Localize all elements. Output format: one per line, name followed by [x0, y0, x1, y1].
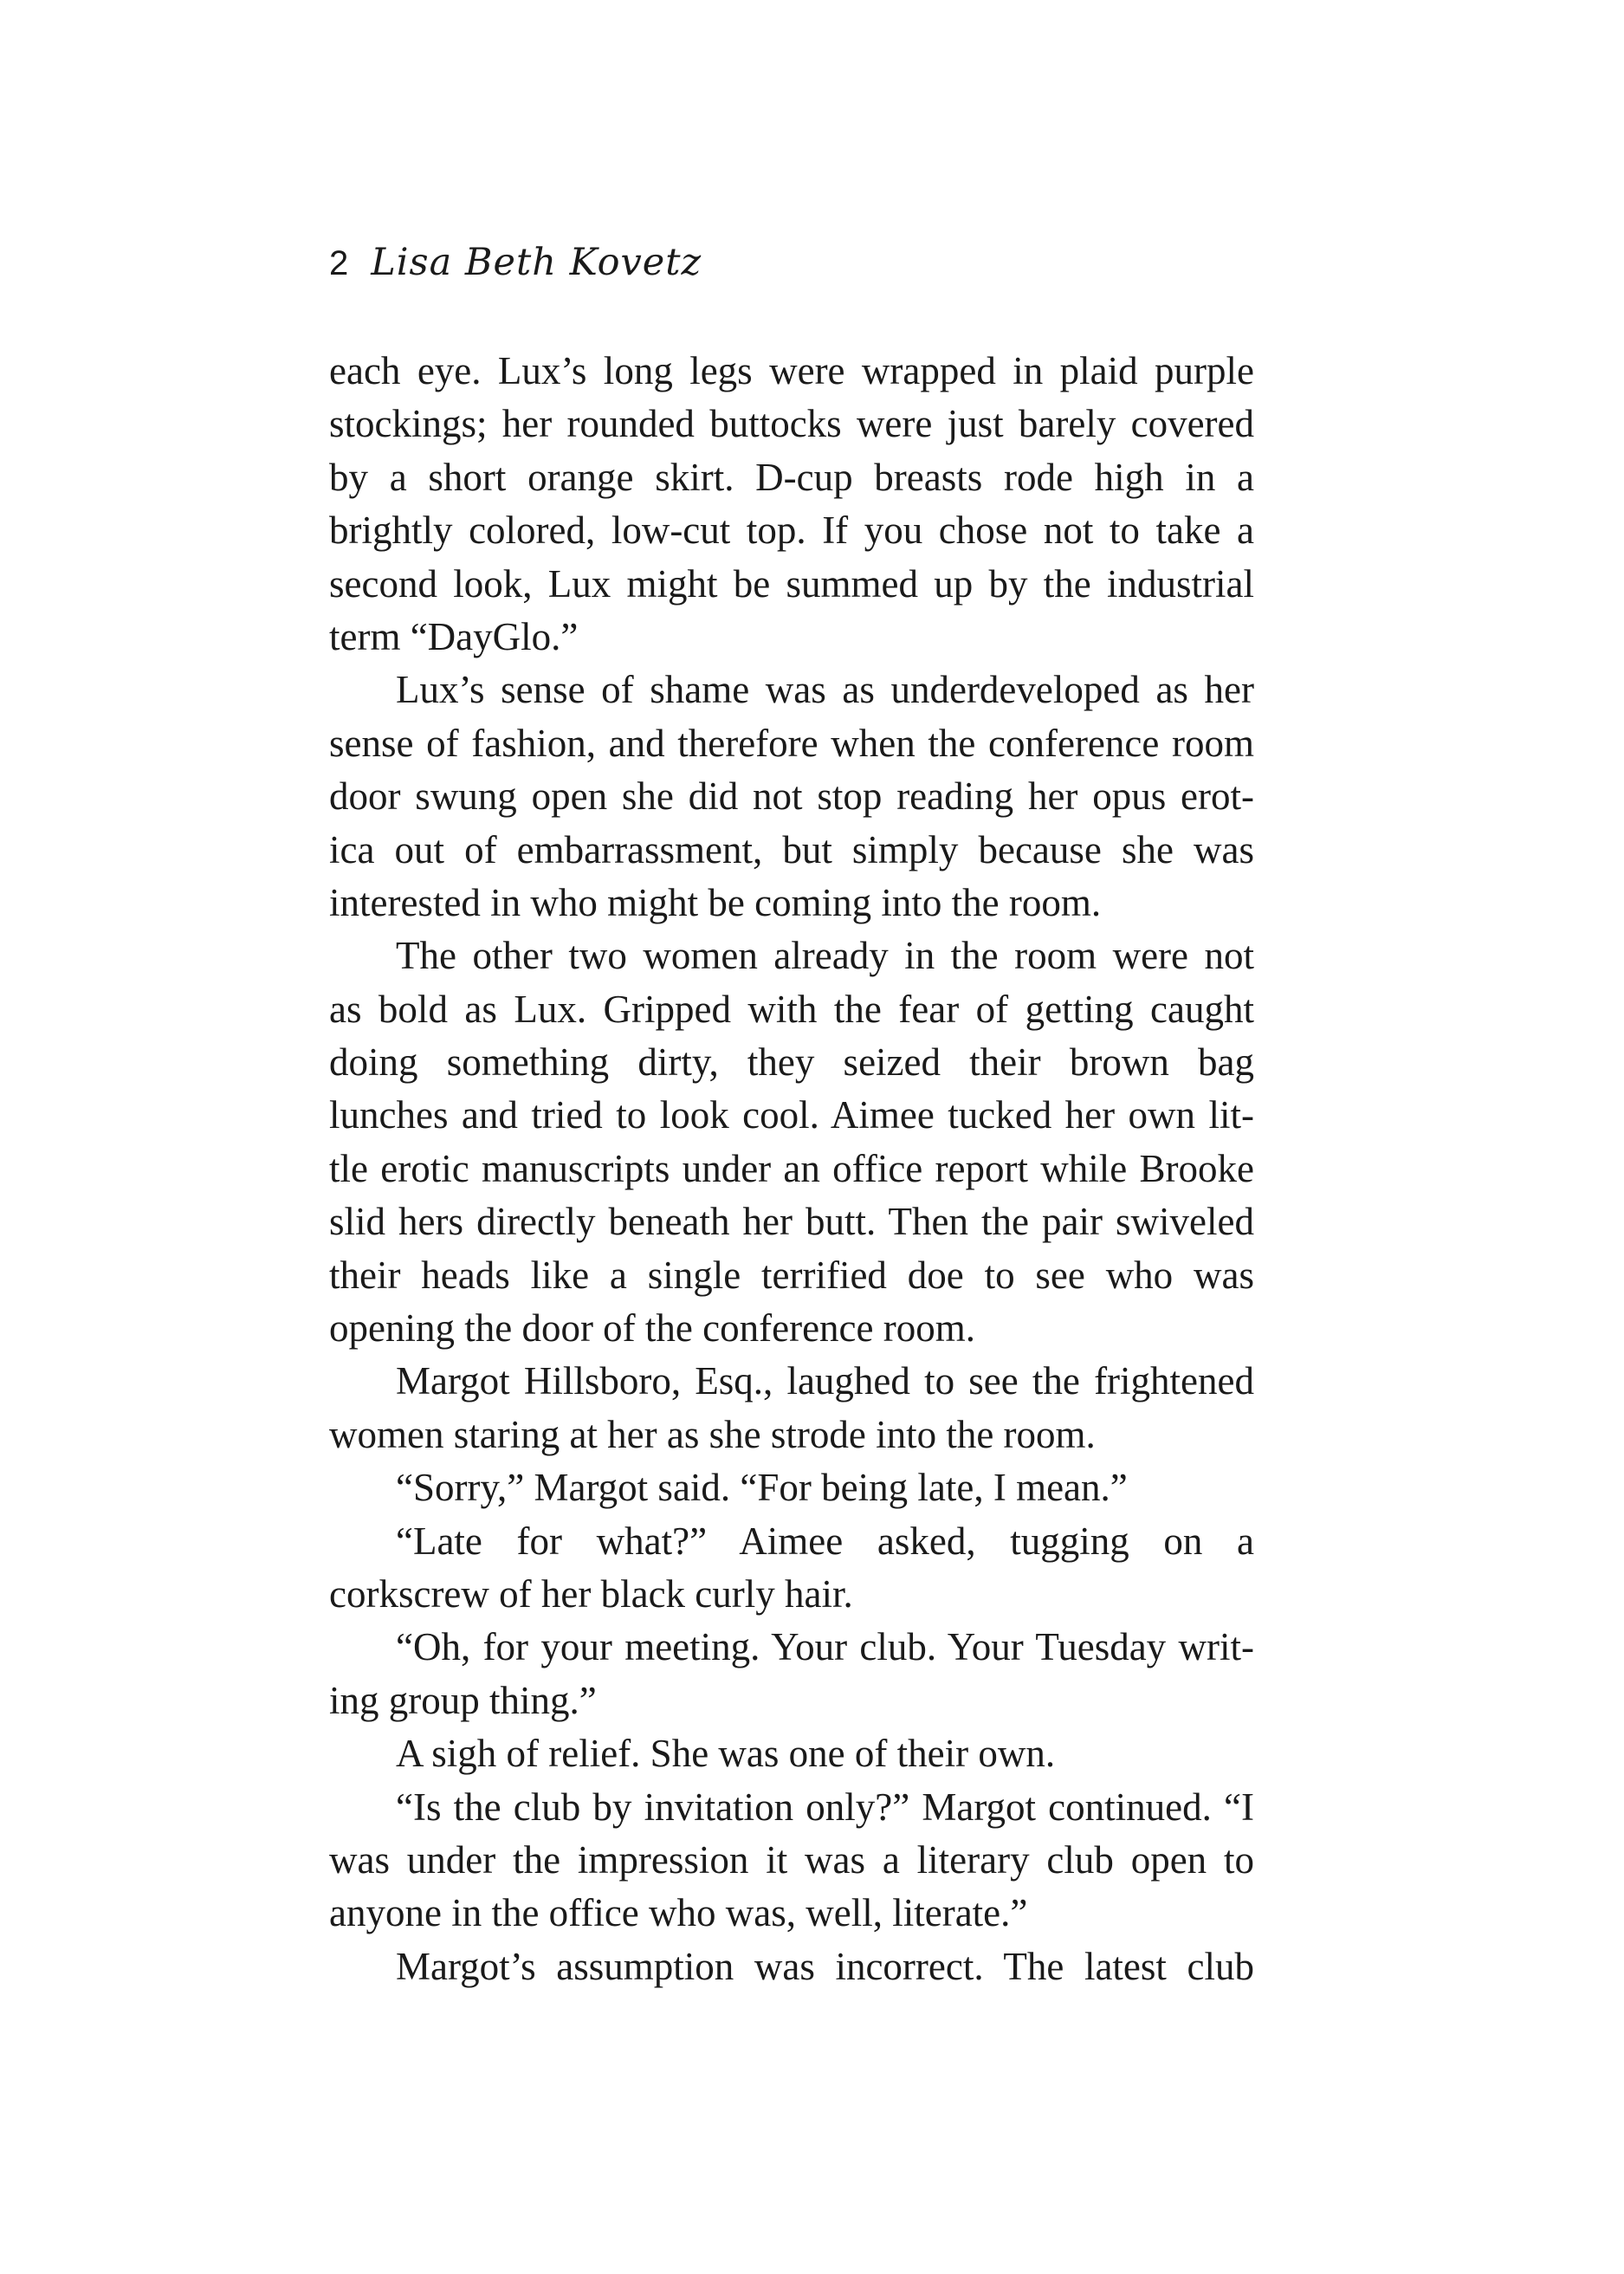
text-line: second look, Lux might be summed up by the industrial — [329, 561, 1254, 606]
text-line: term “DayGlo.” — [329, 614, 579, 658]
text-line: interested in who might be coming into the room. — [329, 880, 1102, 924]
text-line: by a short orange skirt. D-cup breasts rode high in a — [329, 455, 1254, 499]
text-line: sense of fashion, and therefore when the conference room — [329, 721, 1254, 765]
text-line: as bold as Lux. Gripped with the fear of getting caught — [329, 987, 1254, 1031]
text-line: A sigh of relief. She was one of their own. — [396, 1732, 1056, 1776]
text-line: ica out of embarrassment, but simply because she was — [329, 827, 1254, 871]
page-number: 2 — [329, 244, 349, 282]
text-line: doing something dirty, they seized their brown bag — [329, 1040, 1254, 1085]
text-line: door swung open she did not stop reading her opus erot- — [329, 774, 1254, 819]
text-line: opening the door of the conference room. — [329, 1306, 975, 1351]
text-line: women staring at her as she strode into the room. — [329, 1412, 1096, 1456]
text-line: tle erotic manuscripts under an office report while Brooke — [329, 1146, 1254, 1190]
text-line: The other two women already in the room were not — [396, 934, 1254, 978]
text-line: Margot’s assumption was incorrect. The latest club — [396, 1944, 1254, 1988]
body-text — [329, 345, 1254, 1993]
text-line: their heads like a single terrified doe to see who was — [329, 1253, 1254, 1297]
text-line: ing group thing.” — [329, 1678, 597, 1722]
text-line: anyone in the office who was, well, literate.” — [329, 1891, 1028, 1935]
running-head — [329, 241, 702, 293]
text-line: lunches and tried to look cool. Aimee tucked her own lit- — [329, 1093, 1254, 1137]
text-line: Lux’s sense of shame was as underdeveloped as her — [396, 668, 1254, 712]
text-line: brightly colored, low-cut top. If you chose not to take a — [329, 509, 1254, 553]
author-name: Lisa Beth Kovetz — [371, 241, 702, 284]
text-line: each eye. Lux’s long legs were wrapped in plaid purple — [329, 349, 1254, 392]
text-line: slid hers directly beneath her butt. Then the pair swiveled — [329, 1200, 1254, 1244]
text-line: “Late for what?” Aimee asked, tugging on a — [396, 1519, 1254, 1563]
text-line: was under the impression it was a literary club open to — [329, 1837, 1254, 1882]
text-line: “Is the club by invitation only?” Margot continued. “I — [396, 1785, 1254, 1829]
text-line: “Sorry,” Margot said. “For being late, I mean.” — [396, 1466, 1128, 1510]
text-line: Margot Hillsboro, Esq., laughed to see the frightened — [396, 1359, 1254, 1403]
text-line: corkscrew of her black curly hair. — [329, 1571, 853, 1616]
text-line: “Oh, for your meeting. Your club. Your Tuesday writ- — [396, 1625, 1254, 1669]
text-line: stockings; her rounded buttocks were just barely covered — [329, 402, 1254, 446]
